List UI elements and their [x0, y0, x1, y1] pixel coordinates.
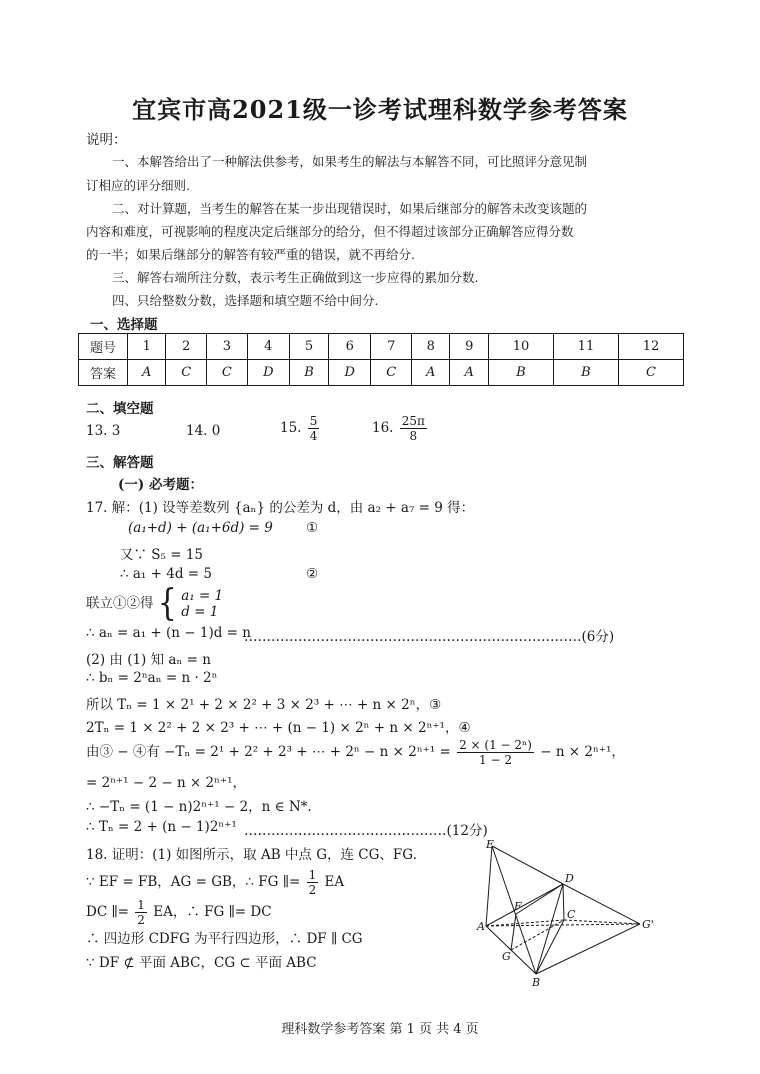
edge-fg [511, 914, 516, 950]
table-cell: 12 [618, 334, 683, 360]
table-cell: C [371, 360, 412, 386]
choice-answer-table [78, 333, 684, 386]
q17-score-6: …………………………………………………………………(6分) [244, 629, 615, 645]
number-row [79, 334, 684, 360]
q17-line-11-end: − n × 2ⁿ⁺¹， [540, 744, 625, 760]
q18-line-3-end: EA，∴ FG ∥= DC [153, 904, 272, 920]
q17-line-12: = 2ⁿ⁺¹ − 2 − n × 2ⁿ⁺¹， [86, 775, 247, 791]
sum-fraction [457, 738, 534, 767]
point-label-g-prime: G' [642, 918, 654, 931]
q16-label: 16. [372, 420, 394, 436]
point-label-g: G [502, 950, 511, 963]
table-cell: 10 [488, 334, 553, 360]
table-cell: 11 [553, 334, 618, 360]
page-footer: 理科数学参考答案 第 1 页 共 4 页 [281, 1022, 479, 1037]
q18-line-3 [86, 898, 272, 927]
half-denominator: 2 [137, 913, 145, 927]
table-cell: 9 [450, 334, 488, 360]
q17-line-14: ∴ Tₙ = 2 + (n − 1)2ⁿ⁺¹ [86, 819, 237, 835]
table-cell: 3 [207, 334, 248, 360]
row-label: 答案 [79, 360, 128, 386]
q17-line-3: 又∵ S₅ = 15 [120, 547, 204, 563]
geometry-figure [476, 838, 666, 988]
table-cell: C [166, 360, 207, 386]
half-fraction [307, 868, 319, 897]
edge-df [516, 884, 563, 914]
note-2a: 二、对计算题，当考生的解答在某一步出现错误时，如果后继部分的解答未改变该题的 [112, 201, 588, 216]
q17-line-7: (2) 由 (1) 知 aₙ = n [86, 652, 211, 668]
equation-system [181, 588, 223, 620]
answer-row [79, 360, 684, 386]
table-cell: 4 [247, 334, 289, 360]
q16-denominator: 8 [409, 429, 418, 443]
q17-marker-1: ① [306, 520, 319, 536]
q17-score-12: ………………………………………(12分) [244, 823, 488, 839]
half-numerator: 1 [137, 898, 145, 912]
section-solve-heading: 三、解答题 [86, 455, 154, 471]
q18-line-3-start: DC ∥= [86, 904, 129, 920]
section-choice-heading: 一、选择题 [90, 317, 158, 333]
half-denominator: 2 [308, 883, 317, 897]
section-fill-heading: 二、填空题 [86, 401, 154, 417]
system-eq-2: d = 1 [181, 604, 219, 620]
q16-fraction [400, 414, 427, 443]
sum-numerator: 2 × (1 − 2ⁿ) [459, 738, 532, 752]
brace-symbol: { [157, 582, 177, 625]
q15-label: 15. [280, 420, 302, 436]
table-cell: 1 [128, 334, 166, 360]
q16-numerator: 25π [401, 414, 425, 428]
table-cell: A [412, 360, 450, 386]
q17-line-10: 2Tₙ = 1 × 2² + 2 × 2³ + ⋯ + (n − 1) × 2ⁿ + n × 2ⁿ⁺¹，④ [86, 720, 471, 736]
q17-line-9: 所以 Tₙ = 1 × 2¹ + 2 × 2² + 3 × 2³ + ⋯ + n × 2ⁿ，③ [86, 697, 442, 713]
note-2c: 的一半；如果后继部分的解答有较严重的错误，就不再给分. [86, 247, 415, 262]
fill-answer-13: 13. 3 [86, 423, 121, 439]
half-fraction [135, 898, 147, 927]
table-cell: A [450, 360, 488, 386]
point-label-e: E [486, 838, 495, 851]
table-cell: D [247, 360, 289, 386]
edge-ag2-hidden [486, 924, 640, 926]
edge-bg2 [536, 924, 640, 974]
q17-line-11-start: 由③ − ④有 −Tₙ = 2¹ + 2² + 2³ + ⋯ + 2ⁿ − n × 2ⁿ⁺¹ = [86, 744, 451, 760]
q15-numerator: 5 [309, 414, 318, 428]
q18-line-5: ∵ DF ⊄ 平面 ABC，CG ⊂ 平面 ABC [86, 955, 317, 971]
note-1a: 一、本解答给出了一种解法供参考，如果考生的解法与本解答不同，可比照评分意见制 [112, 154, 588, 169]
row-label: 题号 [79, 334, 128, 360]
q15-fraction [308, 414, 320, 443]
required-questions-heading: (一) 必考题： [118, 477, 203, 493]
q17-line-6: ∴ aₙ = a₁ + (n − 1)d = n [86, 625, 251, 641]
q17-line-4: ∴ a₁ + 4d = 5 [120, 566, 212, 582]
q17-line-1: 17. 解：(1) 设等差数列 {aₙ} 的公差为 d，由 a₂ + a₇ = 9 得： [86, 500, 475, 516]
table-cell: 8 [412, 334, 450, 360]
notes-heading: 说明： [86, 132, 127, 148]
point-label-f: F [514, 900, 522, 913]
fill-answer-14: 14. 0 [186, 423, 221, 439]
note-1b: 订相应的评分细则. [86, 178, 190, 193]
q15-denominator: 4 [309, 429, 318, 443]
sum-denominator: 1 − 2 [479, 753, 512, 767]
half-numerator: 1 [308, 868, 317, 882]
note-2b: 内容和难度，可视影响的程度决定后继部分的给分，但不得超过该部分正确解答应得分数 [86, 224, 574, 239]
edge-dc [563, 884, 564, 920]
point-label-d: D [565, 872, 574, 885]
point-label-c: C [567, 908, 576, 921]
table-cell: 7 [371, 334, 412, 360]
q17-line-2: (a₁+d) + (a₁+6d) = 9 [128, 520, 273, 536]
table-cell: C [618, 360, 683, 386]
point-label-a: A [477, 920, 485, 933]
system-eq-1: a₁ = 1 [181, 588, 224, 604]
table-cell: C [207, 360, 248, 386]
q18-line-2-end: EA [324, 874, 345, 890]
q17-marker-2: ② [306, 566, 319, 582]
edge-ad [486, 884, 563, 926]
q17-line-5 [86, 582, 224, 625]
page-title: 宜宾市高2021级一诊考试理科数学参考答案 [132, 95, 628, 124]
table-cell: B [553, 360, 618, 386]
table-cell: B [488, 360, 553, 386]
q18-line-4: ∴ 四边形 CDFG 为平行四边形，∴ DF ∥ CG [86, 931, 363, 947]
edge-ea [486, 846, 492, 926]
table-cell: 2 [166, 334, 207, 360]
q17-line-13: ∴ −Tₙ = (1 − n)2ⁿ⁺¹ − 2，n ∈ N*. [86, 799, 312, 815]
q18-line-1: 18. 证明：(1) 如图所示，取 AB 中点 G，连 CG、FG. [86, 847, 417, 863]
q18-line-2-start: ∵ EF = FB，AG = GB，∴ FG ∥= [86, 874, 301, 890]
note-3: 三、解答右端所注分数，表示考生正确做到这一步应得的累加分数. [112, 270, 479, 285]
table-cell: D [329, 360, 371, 386]
q18-line-2 [86, 868, 344, 897]
q17-system-intro: 联立①②得 [86, 595, 154, 612]
fill-answer-16 [372, 414, 429, 443]
q17-line-11 [86, 738, 625, 767]
table-cell: B [289, 360, 328, 386]
q17-line-8: ∴ bₙ = 2ⁿaₙ = n · 2ⁿ [86, 670, 218, 686]
table-cell: 6 [329, 334, 371, 360]
fill-answer-15 [280, 414, 321, 443]
table-cell: A [128, 360, 166, 386]
point-label-b: B [532, 976, 541, 988]
note-4: 四、只给整数分数，选择题和填空题不给中间分. [112, 293, 379, 308]
table-cell: 5 [289, 334, 328, 360]
